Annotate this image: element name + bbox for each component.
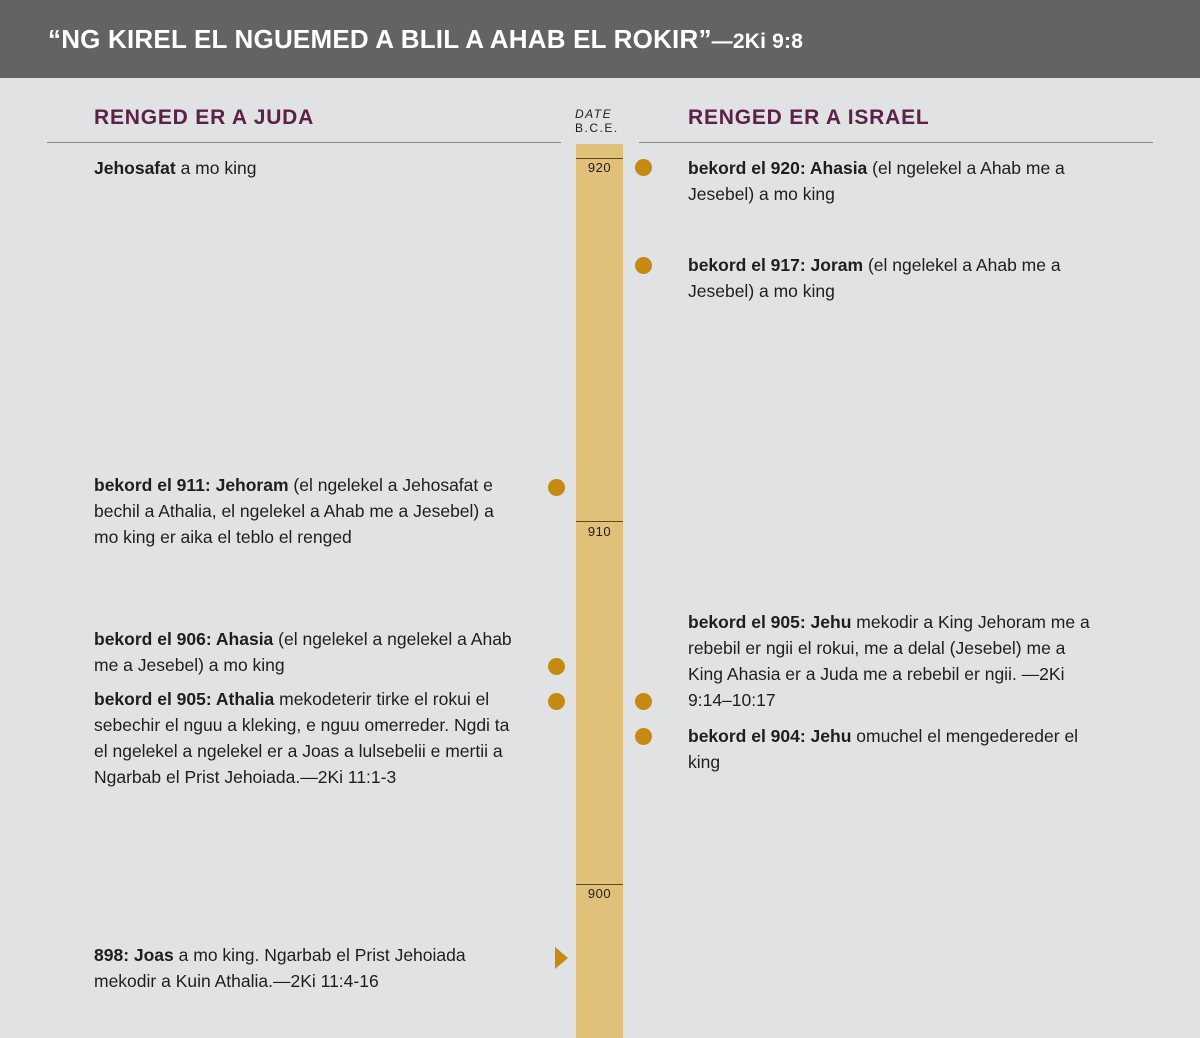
israel-column-title: RENGED ER A ISRAEL [688,106,930,129]
event-heading: bekord el 920: Ahasia [688,158,868,178]
date-label [575,107,625,135]
event-heading: bekord el 905: Jehu [688,612,852,632]
judah-event [94,155,534,181]
event-text: mekodir a King Jehoram me a rebebil er ngii el rokui, me a delal (Jesebel) me a King Ahasia er a Juda me a rebebil er ngii. —2Ki 9:14–10:17 [688,612,1090,710]
israel-event [688,252,1088,304]
event-heading: bekord el 904: Jehu [688,726,852,746]
tick-910 [576,521,623,522]
event-text: a mo king. Ngarbab el Prist Jehoiada mekodir a Kuin Athalia.—2Ki 11:4-16 [94,945,466,991]
event-text: omuchel el mengedereder el king [688,726,1079,772]
event-text: (el ngelekel a Ahab me a Jesebel) a mo king [688,255,1061,301]
event-text: mekodeterir tirke el rokui el sebechir el nguu a kleking, e nguu omerreder. Ngdi ta el ngelekel a ngelekel er a Joas a lulsebelii e mertii a Ngarbab el Prist Jehoiada.—2Ki 11:1-3 [94,689,510,787]
tick-label-900: 900 [587,886,612,901]
tick-920 [576,158,623,159]
event-text: (el ngelekel a Ahab me a Jesebel) a mo king [688,158,1065,204]
date-label-line2: B.C.E. [575,121,619,135]
judah-header-rule [47,142,561,143]
judah-marker-dot [548,479,565,496]
tick-label-920: 920 [587,160,612,175]
judah-event [94,942,514,994]
judah-event [94,626,534,678]
event-text: (el ngelekel a ngelekel a Ahab me a Jesebel) a mo king [94,629,512,675]
event-heading: bekord el 917: Joram [688,255,864,275]
event-heading: bekord el 906: Ahasia [94,629,274,649]
israel-event [688,155,1098,207]
event-text: (el ngelekel a Jehosafat e bechil a Athalia, el ngelekel a Ahab me a Jesebel) a mo king er aika el teblo el renged [94,475,494,547]
israel-event [688,723,1088,775]
israel-marker-dot [635,728,652,745]
judah-marker-dot [548,658,565,675]
judah-marker-arrow [555,947,568,969]
event-heading: bekord el 911: Jehoram [94,475,289,495]
event-heading: bekord el 905: Athalia [94,689,275,709]
title-reference: —2Ki 9:8 [711,30,804,53]
date-label-line1: DATE [575,107,613,121]
israel-event [688,609,1100,713]
tick-label-910: 910 [587,524,612,539]
israel-header-rule [639,142,1153,143]
timeline-bar [576,144,623,1038]
tick-900 [576,884,623,885]
israel-marker-dot [635,693,652,710]
judah-marker-dot [548,693,565,710]
judah-event [94,686,519,790]
judah-event [94,472,514,550]
event-heading: Jehosafat [94,158,176,178]
title-quote: “NG KIREL EL NGUEMED A BLIL A AHAB EL ROKIR” [48,24,712,54]
event-heading: 898: Joas [94,945,174,965]
page-title [48,24,803,55]
israel-marker-dot [635,159,652,176]
israel-marker-dot [635,257,652,274]
judah-column-title: RENGED ER A JUDA [94,106,315,129]
title-bar [0,0,1200,78]
event-text: a mo king [175,158,257,178]
